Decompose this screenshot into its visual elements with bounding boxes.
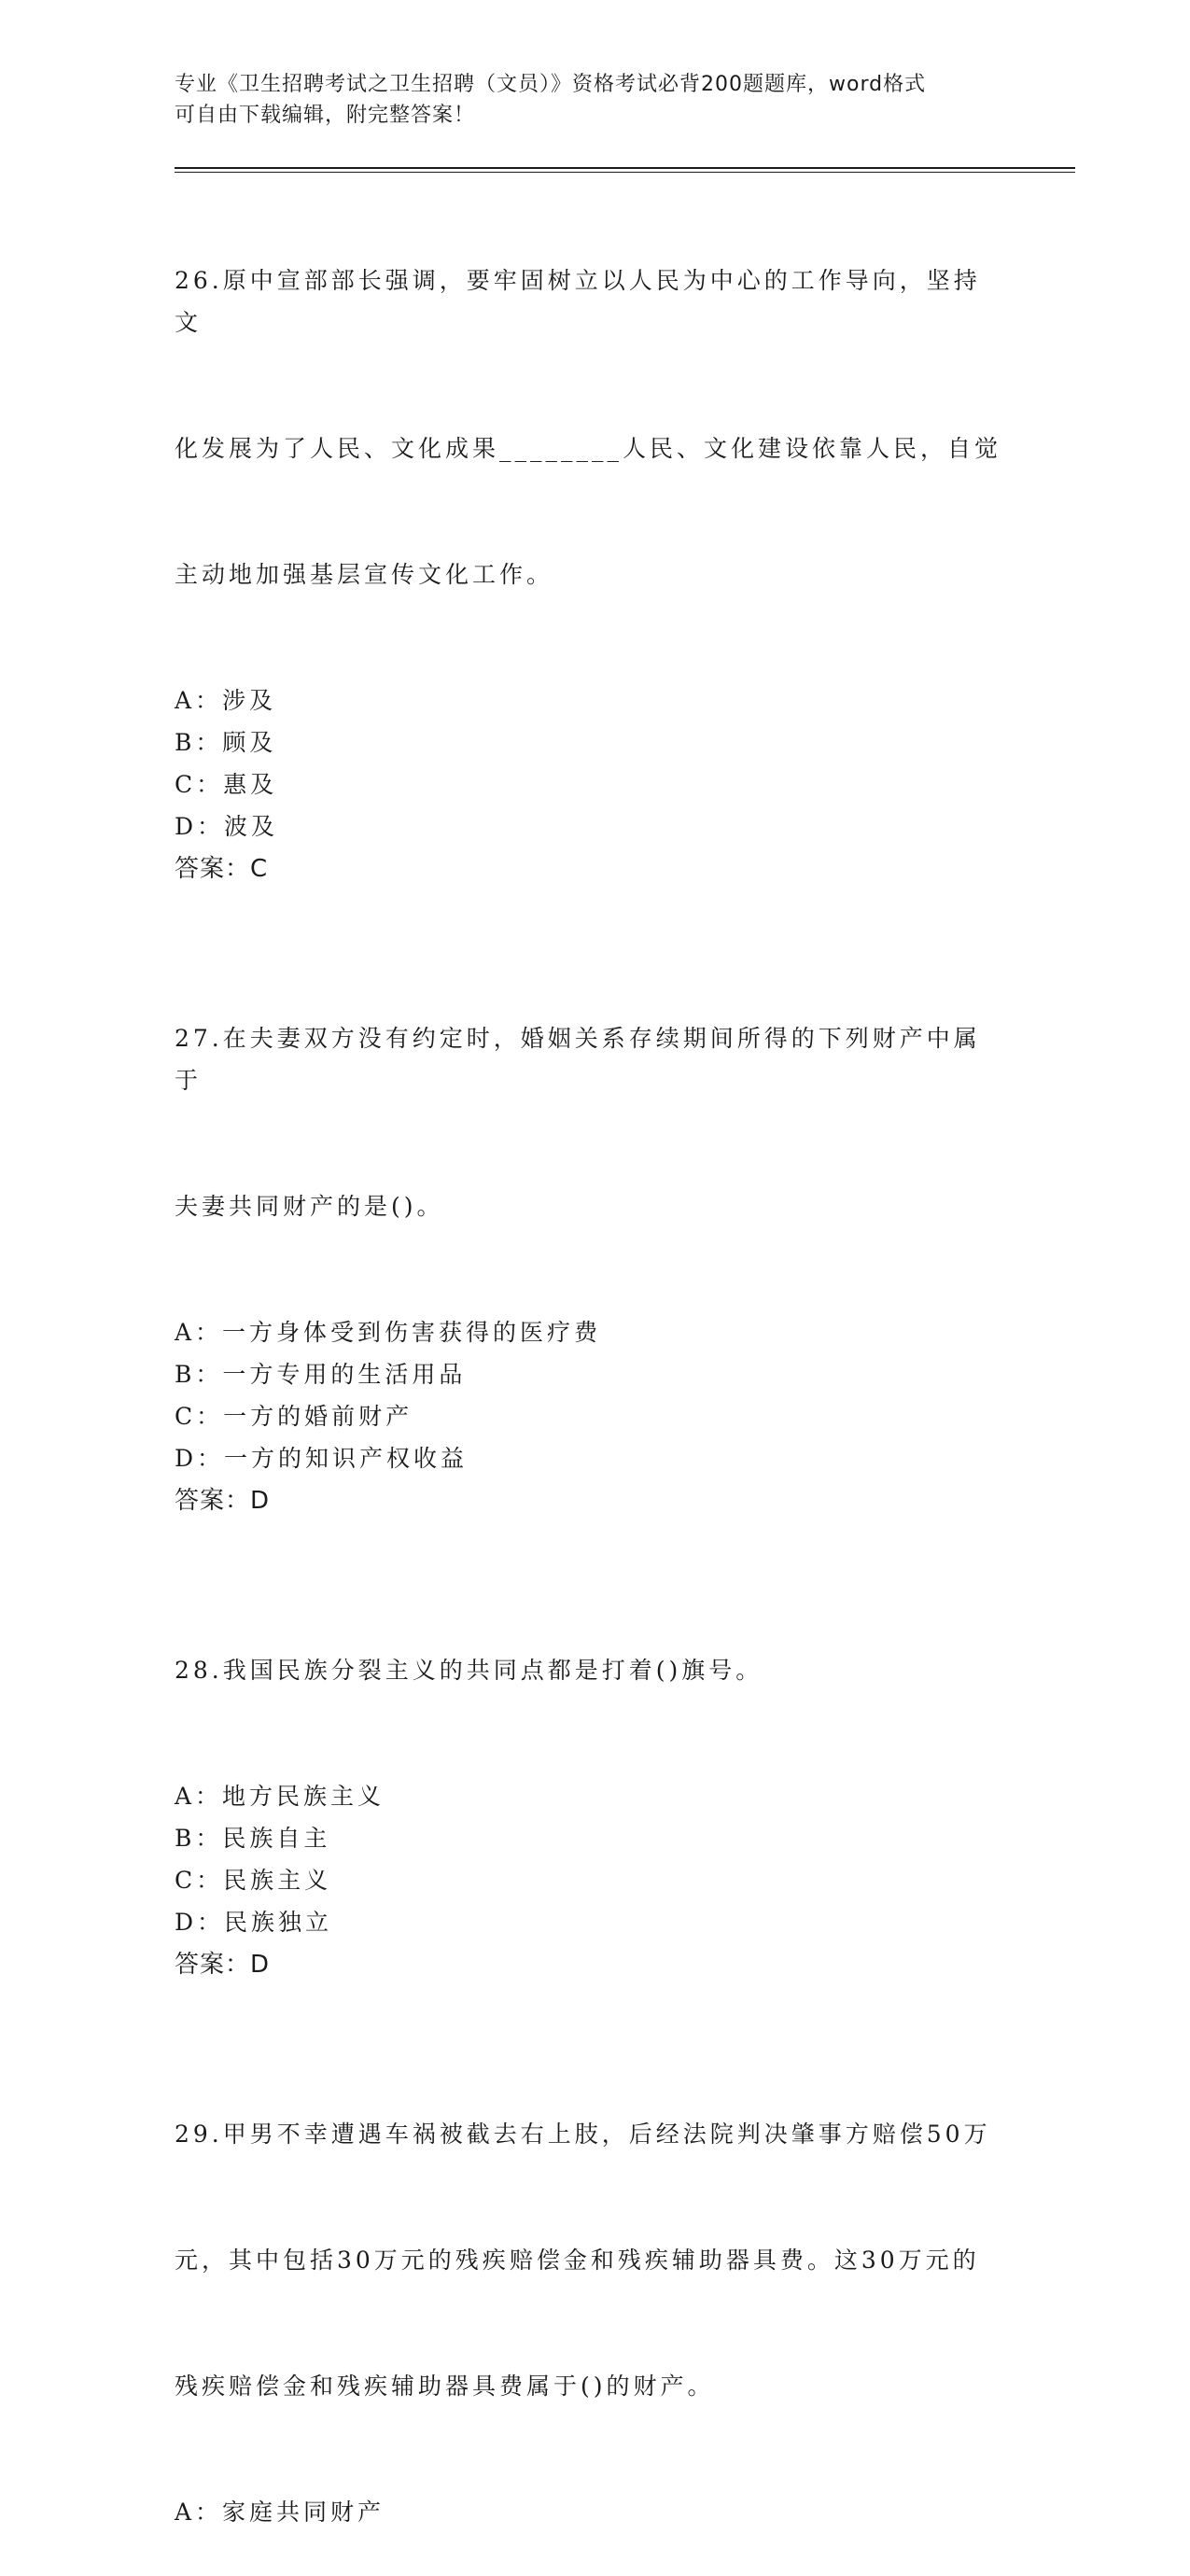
option-c: C：民族主义 (175, 1867, 332, 1894)
option-a: A：地方民族主义 (175, 1783, 385, 1810)
question-28 (175, 1565, 1005, 1986)
option-a: A：家庭共同财产 (175, 2499, 385, 2526)
option-c: C：惠及 (175, 771, 278, 798)
question-29 (175, 2029, 1005, 2533)
stem-line: 27.在夫妻双方没有约定时，婚姻关系存续期间所得的下列财产中属于 (175, 1025, 981, 1094)
stem-line: 夫妻共同财产的是()。 (175, 1193, 444, 1220)
question-stem (175, 933, 1005, 1311)
stem-line: 29.甲男不幸遭遇车祸被截去右上肢，后经法院判决肇事方赔偿50万 (175, 2121, 991, 2148)
answer: 答案：C (175, 855, 269, 883)
document-header (175, 69, 996, 131)
option-d: D：一方的知识产权收益 (175, 1445, 469, 1472)
option-d: D：波及 (175, 813, 279, 840)
header-rule-thin (175, 172, 1075, 173)
option-a: A：一方身体受到伤害获得的医疗费 (175, 1319, 602, 1346)
option-b: B：民族自主 (175, 1825, 331, 1852)
option-b: B：顾及 (175, 729, 277, 756)
question-list (175, 175, 1005, 2576)
stem-line: 化发展为了人民、文化成果________人民、文化建设依靠人民，自觉 (175, 435, 1002, 462)
question-27 (175, 933, 1005, 1522)
answer: 答案：D (175, 1487, 271, 1515)
stem-line: 28.我国民族分裂主义的共同点都是打着()旗号。 (175, 1657, 763, 1684)
option-b: B：一方专用的生活用品 (175, 1361, 467, 1388)
header-line-2: 可自由下载编辑，附完整答案！ (175, 104, 476, 127)
question-26 (175, 175, 1005, 890)
question-stem (175, 1565, 1005, 1775)
option-d: D：民族独立 (175, 1909, 333, 1936)
header-line-1: 专业《卫生招聘考试之卫生招聘（文员）》资格考试必背200题题库，word格式 (175, 73, 927, 96)
stem-line: 主动地加强基层宣传文化工作。 (175, 561, 554, 588)
answer: 答案：D (175, 1951, 271, 1979)
option-a: A：涉及 (175, 687, 277, 714)
header-rule-thick (175, 167, 1075, 169)
stem-line: 残疾赔偿金和残疾辅助器具费属于()的财产。 (175, 2373, 715, 2400)
option-c: C：一方的婚前财产 (175, 1403, 413, 1430)
question-stem (175, 175, 1005, 679)
question-stem (175, 2029, 1005, 2491)
stem-line: 元，其中包括30万元的残疾赔偿金和残疾辅助器具费。这30万元的 (175, 2247, 980, 2274)
stem-line: 26.原中宣部部长强调，要牢固树立以人民为中心的工作导向，坚持文 (175, 267, 981, 336)
